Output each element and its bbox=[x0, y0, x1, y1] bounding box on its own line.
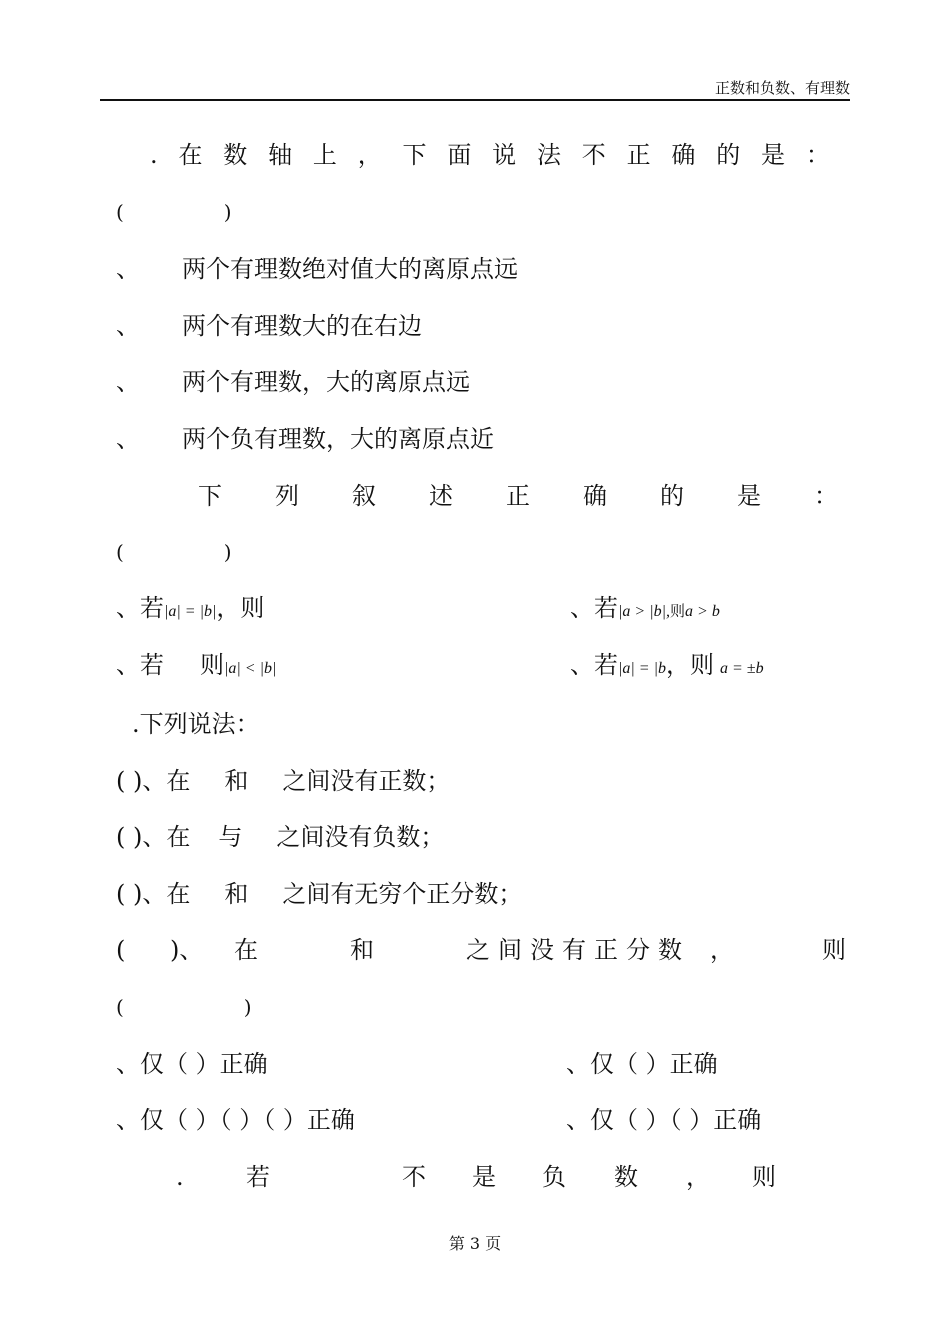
q4-stem-char: 数 bbox=[614, 1163, 638, 1191]
q2-answer-blank: ( ) bbox=[116, 540, 232, 564]
q2-option-c bbox=[116, 651, 276, 683]
q3-item-2 bbox=[116, 823, 444, 851]
q3-item-4-char: 在 bbox=[234, 936, 258, 964]
q1-option-c: 两个有理数，大的离原点远 bbox=[182, 368, 470, 396]
q3-item-1-a: ( )、在 bbox=[116, 767, 191, 795]
q1-stem-char: 上 bbox=[312, 141, 337, 169]
q2-option-c-prefix: 、若 bbox=[116, 651, 164, 679]
q2-option-b-math: |a > |b|, bbox=[618, 603, 670, 620]
q1-option-b: 两个有理数大的在右边 bbox=[182, 312, 422, 340]
q4-stem-char: 则 bbox=[752, 1163, 776, 1191]
q2-option-a-suffix: ，则 bbox=[216, 594, 265, 622]
q1-stem bbox=[150, 141, 830, 169]
q1-answer-blank: ( ) bbox=[116, 200, 232, 224]
q3-item-4-char: 分 bbox=[626, 936, 650, 964]
q1-option-b-marker: 、 bbox=[116, 312, 140, 340]
q3-choice-b: 、仅（ ）正确 bbox=[566, 1050, 718, 1078]
q3-item-1-b: 和 bbox=[224, 767, 249, 795]
q1-stem-char: . bbox=[150, 141, 158, 169]
q4-stem bbox=[0, 1163, 950, 1193]
q4-stem-char: 不 bbox=[402, 1163, 426, 1191]
q3-item-4-char: 间 bbox=[498, 936, 522, 964]
q2-option-d-math2: a = ±b bbox=[720, 660, 764, 677]
q1-stem-char: 法 bbox=[536, 141, 561, 169]
q1-stem-char: 不 bbox=[581, 141, 606, 169]
q2-option-b-math2: a > b bbox=[685, 603, 720, 620]
header-rule bbox=[100, 99, 850, 101]
q2-option-c-math: |a| < |b| bbox=[224, 660, 277, 677]
q2-option-a-math: |a| = |b| bbox=[164, 603, 217, 620]
q1-stem-char: 在 bbox=[178, 141, 203, 169]
q2-option-b-prefix: 、若 bbox=[570, 594, 618, 622]
q1-option-c-marker: 、 bbox=[116, 368, 140, 396]
q3-item-4-char: 有 bbox=[562, 936, 586, 964]
q2-option-a-prefix: 、若 bbox=[116, 594, 164, 622]
q3-item-2-a: ( )、在 bbox=[116, 823, 191, 851]
q2-stem-char: 列 bbox=[275, 482, 299, 510]
q3-item-3-c: 之间有无穷个正分数； bbox=[282, 880, 523, 908]
running-header: 正数和负数、有理数 bbox=[714, 79, 850, 97]
q4-stem-char: ， bbox=[686, 1163, 710, 1191]
q2-option-d-math: |a| = |b bbox=[618, 660, 666, 677]
q1-stem-char: ， bbox=[357, 141, 382, 169]
q3-item-2-c: 之间没有负数； bbox=[276, 823, 445, 851]
q2-stem-char: 正 bbox=[506, 482, 530, 510]
q2-stem-char: 确 bbox=[583, 482, 607, 510]
q3-item-3-b: 和 bbox=[224, 880, 249, 908]
q1-option-d-marker: 、 bbox=[116, 425, 140, 453]
q2-stem-char: 下 bbox=[198, 482, 222, 510]
q3-stem: .下列说法： bbox=[132, 710, 260, 738]
q2-option-d-suffix: ，则 bbox=[666, 651, 714, 679]
q2-option-b bbox=[570, 594, 720, 626]
q3-item-2-b: 与 bbox=[218, 823, 243, 851]
page-number: 第 3 页 bbox=[448, 1234, 502, 1253]
q3-choice-c: 、仅（ ）（ ）（ ）正确 bbox=[116, 1106, 355, 1134]
q2-option-d-prefix: 、若 bbox=[570, 651, 618, 679]
q2-option-c-then: 则 bbox=[200, 651, 224, 679]
q3-item-3 bbox=[116, 880, 522, 908]
q3-item-4 bbox=[0, 936, 950, 966]
q2-stem-char: 是 bbox=[737, 482, 761, 510]
q1-stem-char: 说 bbox=[492, 141, 517, 169]
q4-stem-char: 负 bbox=[542, 1163, 566, 1191]
q2-option-d bbox=[570, 651, 764, 683]
q1-option-d: 两个负有理数，大的离原点近 bbox=[182, 425, 494, 453]
q3-item-4-char: 正 bbox=[594, 936, 618, 964]
q3-choice-a: 、仅（ ）正确 bbox=[116, 1050, 268, 1078]
q2-stem-char: 述 bbox=[429, 482, 453, 510]
q1-stem-char: ： bbox=[805, 141, 830, 169]
q3-item-1-c: 之间没有正数； bbox=[282, 767, 451, 795]
q1-stem-char: 下 bbox=[402, 141, 427, 169]
q3-item-4-char: 数 bbox=[658, 936, 682, 964]
q3-item-4-char: ( bbox=[116, 936, 126, 964]
q3-item-1 bbox=[116, 767, 450, 795]
q1-stem-char: 轴 bbox=[268, 141, 293, 169]
q3-answer-blank: ( ) bbox=[116, 995, 252, 1019]
q1-option-a-marker: 、 bbox=[116, 255, 140, 283]
q2-stem-char: ： bbox=[814, 482, 838, 510]
q4-stem-char: . bbox=[176, 1163, 184, 1191]
q3-item-4-char: ， bbox=[710, 936, 734, 964]
q1-option-a: 两个有理数绝对值大的离原点远 bbox=[182, 255, 518, 283]
q1-stem-char: 的 bbox=[716, 141, 741, 169]
q3-item-4-char: 则 bbox=[822, 936, 846, 964]
q1-stem-char: 数 bbox=[223, 141, 248, 169]
q1-stem-char: 正 bbox=[626, 141, 651, 169]
q1-stem-char: 确 bbox=[671, 141, 696, 169]
q4-stem-char: 若 bbox=[246, 1163, 270, 1191]
q3-item-4-char: 之 bbox=[466, 936, 490, 964]
q3-item-3-a: ( )、在 bbox=[116, 880, 191, 908]
q2-stem bbox=[198, 482, 838, 510]
q3-item-4-char: )、 bbox=[170, 936, 204, 964]
q2-option-b-then: 则 bbox=[670, 602, 686, 620]
q2-stem-char: 叙 bbox=[352, 482, 376, 510]
q3-choice-d: 、仅（ ）（ ）正确 bbox=[566, 1106, 762, 1134]
q2-option-a bbox=[116, 594, 264, 626]
q2-stem-char: 的 bbox=[660, 482, 684, 510]
q4-stem-char: 是 bbox=[472, 1163, 496, 1191]
q1-stem-char: 是 bbox=[761, 141, 786, 169]
q3-item-4-char: 没 bbox=[530, 936, 554, 964]
q3-item-4-char: 和 bbox=[350, 936, 374, 964]
q1-stem-char: 面 bbox=[447, 141, 472, 169]
